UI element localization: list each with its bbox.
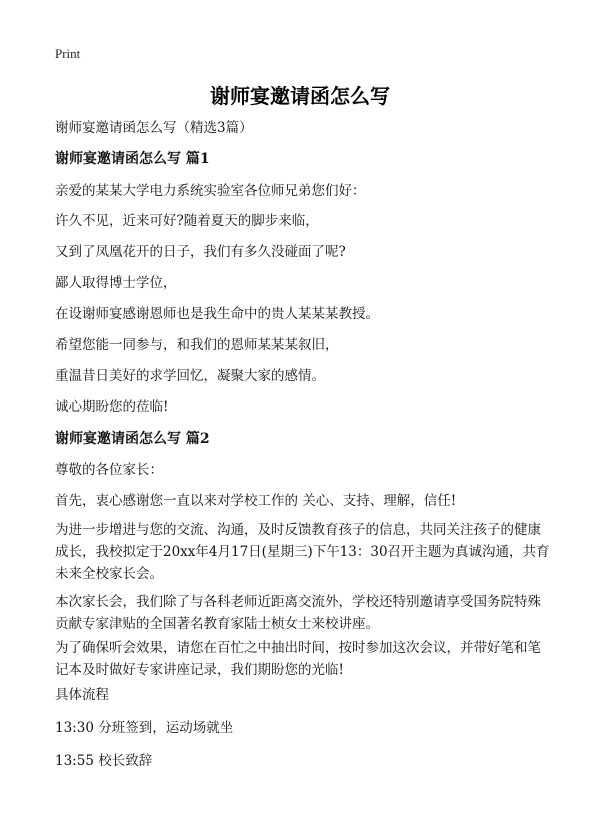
greeting: 尊敬的各位家长： xyxy=(55,462,163,478)
article-1-line: 诚心期盼您的莅临! xyxy=(55,399,169,415)
paragraph-line: 未来全校家长会。 xyxy=(55,566,163,582)
article-1-line: 重温昔日美好的求学回忆，凝聚大家的感情。 xyxy=(55,368,325,384)
article-1-line: 又到了凤凰花开的日子，我们有多久没碰面了呢? xyxy=(55,244,346,260)
subtitle: 谢师宴邀请函怎么写（精选3篇） xyxy=(55,120,253,136)
article-1-line: 亲爱的某某大学电力系统实验室各位师兄弟您们好： xyxy=(55,183,366,199)
article-1-line: 在设谢师宴感谢恩师也是我生命中的贵人某某某教授。 xyxy=(55,306,379,322)
paragraph-line: 本次家长会，我们除了与各科老师近距离交流外，学校还特别邀请享受国务院特殊 xyxy=(55,594,541,610)
article-1-line: 许久不见，近来可好?随着夏天的脚步来临， xyxy=(55,213,319,229)
flow-label: 具体流程 xyxy=(55,687,109,703)
article-1-line: 希望您能一同参与，和我们的恩师某某某叙旧， xyxy=(55,337,339,353)
paragraph-lecture-info xyxy=(55,591,555,635)
flow-item: 13:30 分班签到，运动场就坐 xyxy=(55,720,234,736)
paragraph-line: 成长，我校拟定于20xx年4月17日(星期三)下午13：30召开主题为真诚沟通，共育 xyxy=(55,544,550,560)
article-1-heading: 谢师宴邀请函怎么写 篇1 xyxy=(55,151,210,167)
paragraph-meeting-info xyxy=(55,519,555,585)
paragraph-attendance-request xyxy=(55,637,555,681)
paragraph-line: 记本及时做好专家讲座记录，我们期盼您的光临! xyxy=(55,662,344,678)
paragraph-line: 贡献专家津贴的全国著名教育家陆士桢女士来校讲座。 xyxy=(55,616,379,632)
article-2-heading: 谢师宴邀请函怎么写 篇2 xyxy=(55,431,210,447)
paragraph-line: 为了确保听会效果，请您在百忙之中抽出时间，按时参加这次会议，并带好笔和笔 xyxy=(55,640,541,656)
paragraph-line: 为进一步增进与您的交流、沟通，及时反馈教育孩子的信息，共同关注孩子的健康 xyxy=(55,522,541,538)
print-link[interactable]: Print xyxy=(55,46,81,61)
thanks-line: 首先，衷心感谢您一直以来对学校工作的 关心、支持、理解，信任! xyxy=(55,493,457,509)
flow-item: 13:55 校长致辞 xyxy=(55,753,153,769)
page-title: 谢师宴邀请函怎么写 xyxy=(210,84,390,108)
article-1-line: 鄙人取得博士学位， xyxy=(55,275,177,291)
